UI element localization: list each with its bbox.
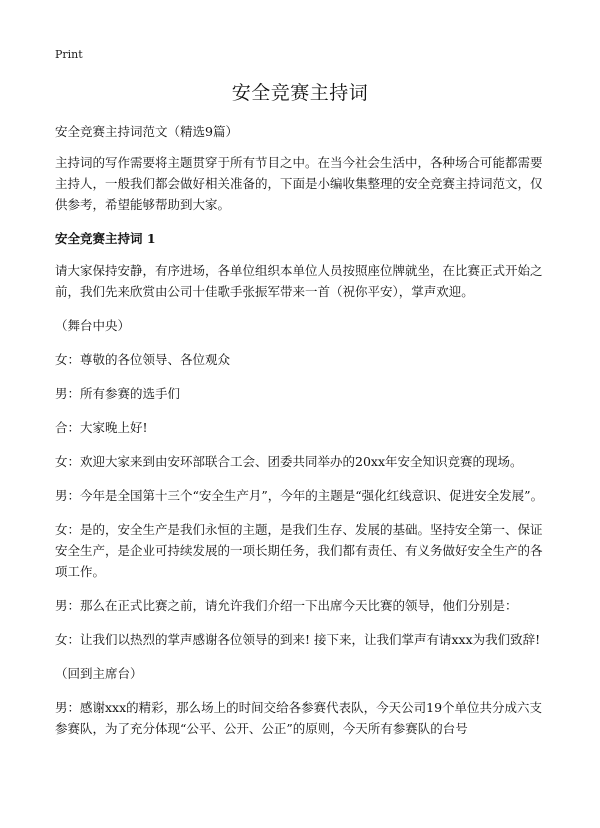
document-subtitle: 安全竞赛主持词范文（精选9篇）: [55, 124, 238, 139]
dialogue-line: 男：感谢xxx的精彩，那么场上的时间交给各参赛代表队，今天公司19个单位共分成六支参赛队，为了充分体现“公平、公开、公正”的原则，今天所有参赛队的台号: [55, 700, 543, 736]
dialogue-line: 男：那么在正式比赛之前，请允许我们介绍一下出席今天比赛的领导，他们分别是：: [55, 598, 518, 613]
document-body: [55, 121, 553, 752]
section-heading: 安全竞赛主持词 1: [55, 231, 156, 246]
intro-paragraph: 主持词的写作需要将主题贯穿于所有节目之中。在当今社会生活中，各种场合可能都需要主持人，一般我们都会做好相关准备的，下面是小编收集整理的安全竞赛主持词范文，仅供参考，希望能够帮助到大家。: [55, 155, 543, 212]
stage-direction: （回到主席台）: [55, 666, 143, 681]
dialogue-line: 女：是的，安全生产是我们永恒的主题，是我们生存、发展的基础。坚持安全第一、保证安全生产，是企业可持续发展的一项长期任务，我们都有责任、有义务做好安全生产的各项工作。: [55, 522, 543, 579]
body-paragraph: 请大家保持安静，有序进场，各单位组织本单位人员按照座位牌就坐，在比赛正式开始之前，我们先来欣赏由公司十佳歌手张振军带来一首（祝你平安），掌声欢迎。: [55, 263, 543, 299]
dialogue-line: 女：欢迎大家来到由安环部联合工会、团委共同举办的20xx年安全知识竞赛的现场。: [55, 454, 523, 469]
dialogue-line: 合：大家晚上好!: [55, 420, 148, 435]
dialogue-line: 女：让我们以热烈的掌声感谢各位领导的到来! 接下来，让我们掌声有请xxx为我们致辞!: [55, 632, 541, 647]
dialogue-line: 男：今年是全国第十三个“安全生产月”，今年的主题是“强化红线意识、促进安全发展”。: [55, 488, 544, 503]
stage-direction: （舞台中央）: [55, 318, 131, 333]
page-title: 安全竞赛主持词: [231, 82, 369, 104]
print-link[interactable]: Print: [55, 48, 83, 61]
dialogue-line: 女：尊敬的各位领导、各位观众: [55, 352, 231, 367]
dialogue-line: 男：所有参赛的选手们: [55, 386, 181, 401]
